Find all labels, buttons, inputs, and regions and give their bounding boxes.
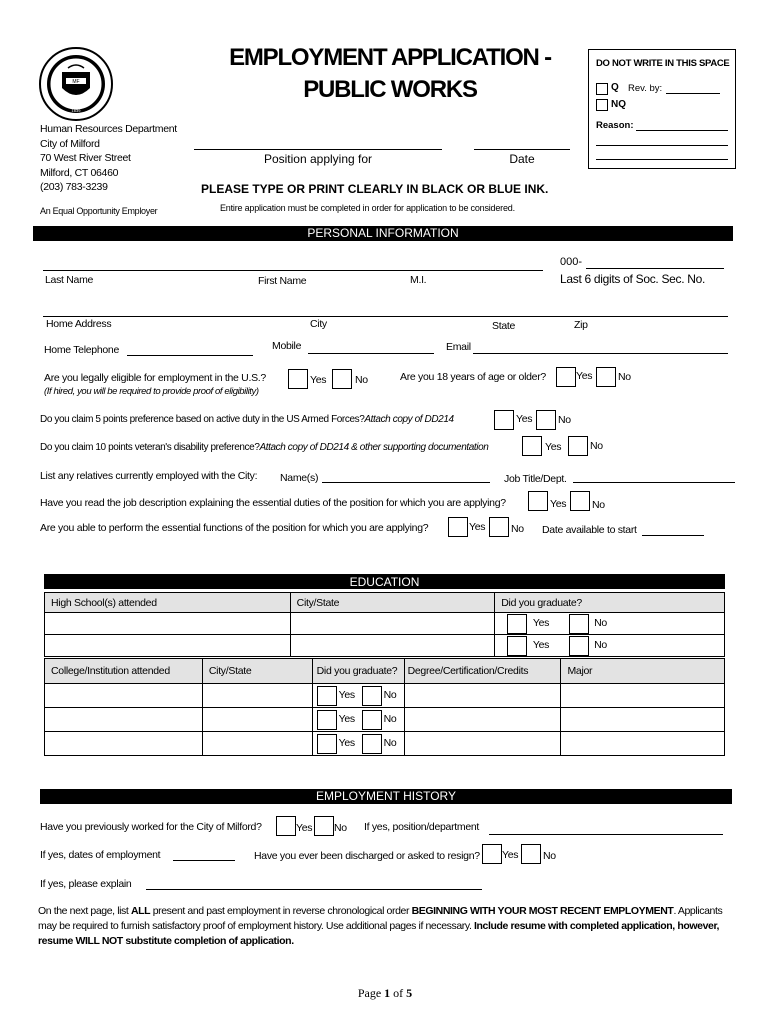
eligible-no-checkbox[interactable] xyxy=(332,369,352,389)
hs-row-2 xyxy=(45,635,725,657)
education-heading: EDUCATION xyxy=(44,574,725,589)
worked-no-label: No xyxy=(334,822,347,834)
eligible-question: Are you legally eligible for employment in the U.S.? xyxy=(44,372,266,384)
worked-question: Have you previously worked for the City of Milford? xyxy=(40,821,262,833)
eoe-statement: An Equal Opportunity Employer xyxy=(40,206,158,216)
hs-row-2-no-checkbox[interactable] xyxy=(569,636,589,656)
hs-row-2-yes-checkbox[interactable] xyxy=(507,636,527,656)
age-yes-label: Yes xyxy=(576,370,593,382)
college-row-2-graduate xyxy=(312,708,404,732)
college-row-2-yes-label: Yes xyxy=(338,713,355,726)
discharged-yes-label: Yes xyxy=(502,849,519,861)
college-row-1 xyxy=(45,684,725,708)
page-number xyxy=(0,986,770,1001)
ink-instruction: PLEASE TYPE OR PRINT CLEARLY IN BLACK OR BLUE INK. xyxy=(201,182,549,196)
email-label: Email xyxy=(446,341,471,353)
college-row-2-school[interactable] xyxy=(45,708,203,732)
hs-row-2-school[interactable] xyxy=(45,635,291,657)
ten-points-text: Do you claim 10 points veteran's disability preference? xyxy=(40,442,260,453)
college-row-1-graduate xyxy=(312,684,404,708)
college-table xyxy=(44,658,725,756)
rev-label: Rev. by: xyxy=(628,83,663,94)
home-address-label: Home Address xyxy=(46,318,112,330)
college-row-3-yes-checkbox[interactable] xyxy=(317,734,337,754)
perform-no-checkbox[interactable] xyxy=(489,517,509,537)
college-row-2-citystate[interactable] xyxy=(202,708,312,732)
age-yes-checkbox[interactable] xyxy=(556,367,576,387)
q-checkbox[interactable] xyxy=(596,83,608,95)
mobile-line[interactable] xyxy=(308,353,434,354)
college-row-3-degree[interactable] xyxy=(404,732,561,756)
age-no-checkbox[interactable] xyxy=(596,367,616,387)
svg-text:1639: 1639 xyxy=(71,108,81,113)
hs-row-1-yes-checkbox[interactable] xyxy=(507,614,527,634)
five-points-no-label: No xyxy=(558,414,571,426)
form-subtitle: PUBLIC WORKS xyxy=(303,76,477,103)
college-row-3 xyxy=(45,732,725,756)
ssn-line[interactable] xyxy=(586,268,724,269)
eligible-yes-label: Yes xyxy=(310,374,327,386)
explain-line[interactable] xyxy=(146,889,482,890)
discharged-no-checkbox[interactable] xyxy=(521,844,541,864)
five-points-no-checkbox[interactable] xyxy=(536,410,556,430)
hs-row-2-graduate xyxy=(495,635,725,657)
page-current: 1 xyxy=(384,986,391,1000)
email-line[interactable] xyxy=(473,353,728,354)
five-points-yes-checkbox[interactable] xyxy=(494,410,514,430)
ten-points-note: Attach copy of DD214 & other supporting documentation xyxy=(259,442,489,453)
note-part-3: . Applicants may be required to furnish satisfactory proof of employment history. Use additional pages if necessary. xyxy=(38,905,723,932)
college-row-1-degree[interactable] xyxy=(404,684,561,708)
college-row-1-yes-label: Yes xyxy=(338,689,355,702)
perform-yes-checkbox[interactable] xyxy=(448,517,468,537)
hs-graduate-header: Did you graduate? xyxy=(495,593,725,613)
ten-points-yes-label: Yes xyxy=(545,441,562,453)
hs-row-1-no-checkbox[interactable] xyxy=(569,614,589,634)
personal-info-heading: PERSONAL INFORMATION xyxy=(33,226,733,241)
age-question: Are you 18 years of age or older? xyxy=(400,371,546,383)
college-row-3-no-checkbox[interactable] xyxy=(362,734,382,754)
college-row-1-school[interactable] xyxy=(45,684,203,708)
college-citystate-header: City/State xyxy=(202,659,312,684)
ssn-label: Last 6 digits of Soc. Sec. No. xyxy=(560,272,706,286)
hs-row-1-yes-label: Yes xyxy=(532,617,550,630)
rev-line[interactable] xyxy=(666,93,720,94)
college-degree-header: Degree/Certification/Credits xyxy=(404,659,561,684)
worked-yes-checkbox[interactable] xyxy=(276,816,296,836)
home-telephone-label: Home Telephone xyxy=(44,344,119,356)
college-header-row xyxy=(45,659,725,684)
college-row-2-major[interactable] xyxy=(561,708,725,732)
reason-line-2[interactable] xyxy=(596,145,728,146)
discharged-question: Have you ever been discharged or asked to resign? xyxy=(254,850,480,862)
hs-row-2-no-label: No xyxy=(594,639,607,652)
explain-label: If yes, please explain xyxy=(40,878,132,890)
hs-row-2-yes-label: Yes xyxy=(532,639,550,652)
perform-question: Are you able to perform the essential functions of the position for which you are applying? xyxy=(40,522,429,534)
of-word: of xyxy=(393,986,404,1000)
five-points-question xyxy=(40,414,454,425)
zip-label: Zip xyxy=(574,319,588,331)
mi-label: M.I. xyxy=(410,274,427,286)
date-available-label: Date available to start xyxy=(542,524,637,536)
reason-line-1[interactable] xyxy=(636,130,728,131)
last-name-label: Last Name xyxy=(45,274,94,286)
hs-header-row xyxy=(45,593,725,613)
note-bold: BEGINNING WITH YOUR MOST RECENT EMPLOYMENT xyxy=(411,905,674,917)
reason-line-3[interactable] xyxy=(596,159,728,160)
high-school-table xyxy=(44,592,725,657)
job-title-label: Job Title/Dept. xyxy=(504,473,567,485)
address-line[interactable] xyxy=(43,316,728,317)
college-graduate-header: Did you graduate? xyxy=(312,659,404,684)
job-title-line[interactable] xyxy=(573,482,735,483)
college-row-3-no-label: No xyxy=(383,737,397,750)
college-row-1-no-checkbox[interactable] xyxy=(362,686,382,706)
college-row-2-no-label: No xyxy=(383,713,397,726)
hs-row-1-school[interactable] xyxy=(45,613,291,635)
name-line[interactable] xyxy=(43,270,543,271)
college-row-3-school[interactable] xyxy=(45,732,203,756)
note-part-1: On the next page, list xyxy=(38,905,131,917)
college-row-2 xyxy=(45,708,725,732)
ten-points-question xyxy=(40,442,488,453)
eligible-note: (If hired, you will be required to provide proof of eligibility) xyxy=(44,386,259,397)
worked-yes-label: Yes xyxy=(296,822,313,834)
completion-note: Entire application must be completed in order for application to be considered. xyxy=(220,203,515,213)
dates-employment-line[interactable] xyxy=(173,860,235,861)
position-department-label: If yes, position/department xyxy=(364,821,480,833)
discharged-yes-checkbox[interactable] xyxy=(482,844,502,864)
names-label: Name(s) xyxy=(280,472,319,484)
city-label: City xyxy=(310,318,327,330)
office-use-title: DO NOT WRITE IN THIS SPACE xyxy=(596,58,730,69)
city-seal-logo xyxy=(38,46,114,122)
eligible-yes-checkbox[interactable] xyxy=(288,369,308,389)
position-department-line[interactable] xyxy=(489,834,723,835)
college-row-3-graduate xyxy=(312,732,404,756)
hr-address xyxy=(40,122,177,195)
read-job-no-checkbox[interactable] xyxy=(570,491,590,511)
page-word: Page xyxy=(357,986,382,1000)
college-row-3-yes-label: Yes xyxy=(338,737,355,750)
names-line[interactable] xyxy=(322,482,490,483)
dates-employment-label: If yes, dates of employment xyxy=(40,849,161,861)
five-points-note: Attach copy of DD214 xyxy=(364,414,454,425)
worked-no-checkbox[interactable] xyxy=(314,816,334,836)
college-row-1-major[interactable] xyxy=(561,684,725,708)
college-row-3-major[interactable] xyxy=(561,732,725,756)
hs-row-1 xyxy=(45,613,725,635)
hs-citystate-header: City/State xyxy=(290,593,495,613)
read-job-yes-label: Yes xyxy=(550,498,567,510)
address-line-1: Human Resources Department xyxy=(40,123,177,135)
read-job-question: Have you read the job description explaining the essential duties of the position for which you are applying? xyxy=(40,497,506,509)
date-label: Date xyxy=(509,152,535,166)
position-label: Position applying for xyxy=(263,152,373,166)
college-col-header: College/Institution attended xyxy=(45,659,203,684)
perform-yes-label: Yes xyxy=(469,521,486,533)
date-available-line[interactable] xyxy=(642,535,704,536)
hs-col-header: High School(s) attended xyxy=(45,593,291,613)
employment-instructions xyxy=(38,904,738,949)
ssn-prefix: 000- xyxy=(560,256,583,268)
age-no-label: No xyxy=(618,371,631,383)
form-title: EMPLOYMENT APPLICATION - xyxy=(229,44,551,71)
five-points-text: Do you claim 5 points preference based on active duty in the US Armed Forces? xyxy=(40,414,365,425)
relatives-question: List any relatives currently employed with the City: xyxy=(40,470,258,482)
ten-points-no-label: No xyxy=(590,440,603,452)
address-line-5: (203) 783-3239 xyxy=(40,181,108,193)
five-points-yes-label: Yes xyxy=(516,413,533,425)
ten-points-yes-checkbox[interactable] xyxy=(522,436,542,456)
first-name-label: First Name xyxy=(258,275,307,287)
perform-no-label: No xyxy=(511,523,524,535)
state-label: State xyxy=(492,320,516,332)
college-row-2-yes-checkbox[interactable] xyxy=(317,710,337,730)
note-all: ALL xyxy=(130,905,151,917)
ten-points-no-checkbox[interactable] xyxy=(568,436,588,456)
hs-row-2-citystate[interactable] xyxy=(290,635,495,657)
address-line-4: Milford, CT 06460 xyxy=(40,166,119,179)
college-row-3-citystate[interactable] xyxy=(202,732,312,756)
eligible-no-label: No xyxy=(355,374,368,386)
employment-heading: EMPLOYMENT HISTORY xyxy=(40,789,732,804)
reason-label: Reason: xyxy=(596,120,634,131)
position-line[interactable] xyxy=(194,149,442,150)
discharged-no-label: No xyxy=(543,850,556,862)
note-part-2: present and past employment in reverse chronological order xyxy=(150,905,412,917)
address-line-3: 70 West River Street xyxy=(40,152,131,164)
hs-row-1-no-label: No xyxy=(594,617,607,630)
college-row-1-yes-checkbox[interactable] xyxy=(317,686,337,706)
nq-checkbox[interactable] xyxy=(596,99,608,111)
hs-row-1-citystate[interactable] xyxy=(290,613,495,635)
home-telephone-line[interactable] xyxy=(127,355,253,356)
college-row-2-degree[interactable] xyxy=(404,708,561,732)
svg-text:MF: MF xyxy=(72,79,80,85)
page-total: 5 xyxy=(406,986,413,1000)
address-line-2: City of Milford xyxy=(40,137,100,150)
college-major-header: Major xyxy=(561,659,725,684)
read-job-yes-checkbox[interactable] xyxy=(528,491,548,511)
hs-row-1-graduate xyxy=(495,613,725,635)
mobile-label: Mobile xyxy=(272,340,302,352)
q-label: Q xyxy=(611,82,619,93)
college-row-2-no-checkbox[interactable] xyxy=(362,710,382,730)
note-bold-2: Include resume with completed application, however, resume WILL NOT substitute completion of application. xyxy=(38,920,720,947)
nq-label: NQ xyxy=(611,99,626,110)
college-row-1-citystate[interactable] xyxy=(202,684,312,708)
college-row-1-no-label: No xyxy=(383,689,397,702)
date-line[interactable] xyxy=(474,149,570,150)
read-job-no-label: No xyxy=(592,499,605,511)
